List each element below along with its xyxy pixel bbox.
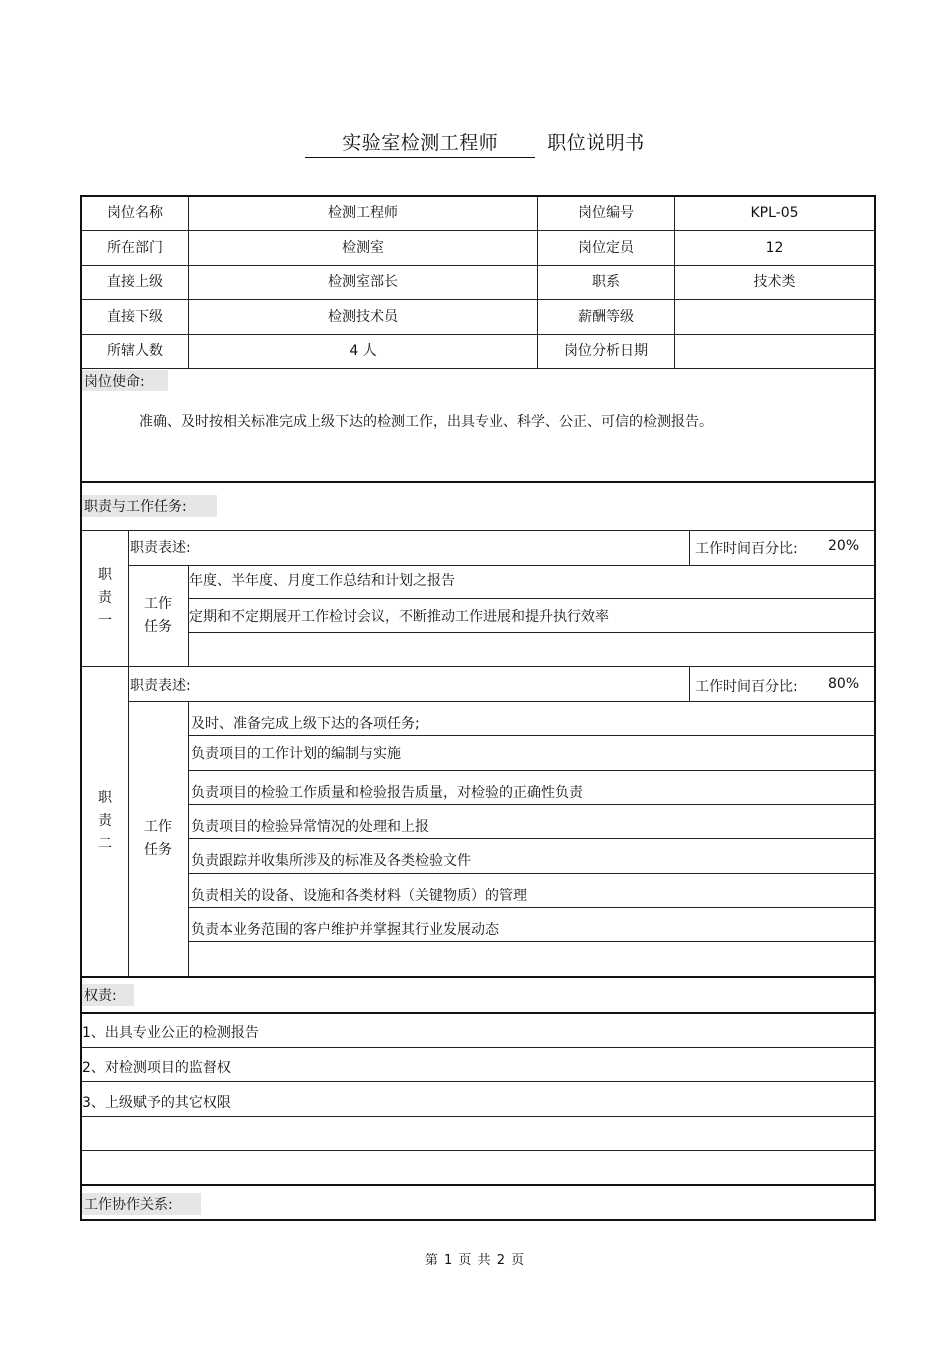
duty1-name-char: 责 bbox=[98, 589, 112, 606]
divider bbox=[128, 701, 874, 702]
duty1-task-label-line: 任务 bbox=[144, 618, 172, 635]
divider bbox=[188, 804, 874, 805]
duty1-task-item: 年度、半年度、月度工作总结和计划之报告 bbox=[189, 573, 455, 589]
divider bbox=[188, 598, 874, 599]
duty1-desc-label: 职责表述: bbox=[130, 540, 191, 556]
duties-label: 职责与工作任务: bbox=[82, 495, 217, 517]
duty2-task-item: 负责项目的工作计划的编制与实施 bbox=[191, 746, 401, 762]
info-label-job-family: 职系 bbox=[538, 266, 675, 300]
info-label-analysis-date: 岗位分析日期 bbox=[538, 335, 675, 369]
info-label-direct-subordinate: 直接下级 bbox=[82, 300, 189, 335]
duty2-task-item: 负责项目的检验工作质量和检验报告质量，对检验的正确性负责 bbox=[191, 785, 583, 801]
duty2-desc-label: 职责表述: bbox=[130, 678, 191, 694]
duty2-name-char: 职 bbox=[98, 789, 112, 806]
duty1-task-label bbox=[128, 565, 188, 666]
divider bbox=[689, 666, 690, 701]
duty1-task-label-line: 工作 bbox=[144, 595, 172, 612]
mission-label: 岗位使命: bbox=[82, 370, 168, 391]
info-value-position-name: 检测工程师 bbox=[189, 197, 538, 231]
job-description-table bbox=[80, 195, 876, 1221]
divider bbox=[188, 873, 874, 874]
duty1-name bbox=[82, 530, 128, 666]
authority-item: 2、对检测项目的监督权 bbox=[82, 1060, 231, 1076]
divider bbox=[82, 1150, 874, 1151]
info-label-department: 所在部门 bbox=[82, 231, 189, 266]
divider bbox=[128, 565, 874, 566]
divider bbox=[188, 941, 874, 942]
divider bbox=[82, 1012, 874, 1014]
duty2-pct-label: 工作时间百分比: bbox=[695, 679, 798, 695]
info-value-department: 检测室 bbox=[189, 231, 538, 266]
duty2-pct-value: 80% bbox=[828, 676, 860, 692]
divider bbox=[188, 838, 874, 839]
duty1-name-char: 一 bbox=[98, 612, 112, 629]
duty1-pct-value: 20% bbox=[828, 538, 860, 554]
duty1-name-char: 职 bbox=[98, 566, 112, 583]
info-value-staff-count: 4 人 bbox=[189, 335, 538, 369]
duty2-task-item: 及时、准备完成上级下达的各项任务; bbox=[191, 716, 420, 732]
info-value-position-code: KPL-05 bbox=[675, 197, 874, 231]
info-value-headcount: 12 bbox=[675, 231, 874, 266]
mission-text: 准确、及时按相关标准完成上级下达的检测工作，出具专业、科学、公正、可信的检测报告。 bbox=[139, 414, 713, 430]
authority-item: 1、出具专业公正的检测报告 bbox=[82, 1025, 259, 1041]
divider bbox=[82, 976, 874, 978]
divider bbox=[82, 666, 874, 667]
info-label-position-name: 岗位名称 bbox=[82, 197, 189, 231]
divider bbox=[188, 735, 874, 736]
info-value-analysis-date bbox=[675, 335, 874, 369]
cooperation-label: 工作协作关系: bbox=[82, 1193, 201, 1215]
divider bbox=[82, 481, 874, 483]
divider bbox=[689, 530, 690, 565]
duty1-pct-label: 工作时间百分比: bbox=[695, 541, 798, 557]
duty2-task-item: 负责本业务范围的客户维护并掌握其行业发展动态 bbox=[191, 922, 499, 938]
duty2-task-label-line: 任务 bbox=[144, 841, 172, 858]
duty2-name-char: 责 bbox=[98, 812, 112, 829]
divider bbox=[82, 1116, 874, 1117]
page-footer: 第 1 页 共 2 页 bbox=[424, 1253, 526, 1268]
document-title bbox=[0, 128, 950, 158]
authority-item: 3、上级赋予的其它权限 bbox=[82, 1095, 231, 1111]
duty2-task-item: 负责相关的设备、设施和各类材料（关键物质）的管理 bbox=[191, 888, 527, 904]
authority-label: 权责: bbox=[82, 984, 134, 1006]
divider bbox=[82, 530, 874, 531]
duty2-name-char: 二 bbox=[98, 835, 112, 852]
divider bbox=[188, 770, 874, 771]
title-job-name: 实验室检测工程师 bbox=[305, 128, 535, 158]
info-value-direct-superior: 检测室部长 bbox=[189, 266, 538, 300]
info-label-staff-count: 所辖人数 bbox=[82, 335, 189, 369]
title-suffix: 职位说明书 bbox=[547, 132, 645, 154]
duty2-name bbox=[82, 666, 128, 976]
divider bbox=[188, 907, 874, 908]
divider bbox=[82, 1081, 874, 1082]
duty2-task-label bbox=[128, 701, 188, 976]
duty2-task-item: 负责跟踪并收集所涉及的标准及各类检验文件 bbox=[191, 853, 471, 869]
info-label-position-code: 岗位编号 bbox=[538, 197, 675, 231]
duty2-task-label-line: 工作 bbox=[144, 818, 172, 835]
duty1-task-item: 定期和不定期展开工作检讨会议，不断推动工作进展和提升执行效率 bbox=[189, 609, 609, 625]
divider bbox=[188, 632, 874, 633]
info-value-direct-subordinate: 检测技术员 bbox=[189, 300, 538, 335]
info-label-direct-superior: 直接上级 bbox=[82, 266, 189, 300]
duty2-task-item: 负责项目的检验异常情况的处理和上报 bbox=[191, 819, 429, 835]
divider bbox=[82, 1184, 874, 1186]
divider bbox=[82, 1047, 874, 1048]
info-value-salary-grade bbox=[675, 300, 874, 335]
info-label-headcount: 岗位定员 bbox=[538, 231, 675, 266]
info-label-salary-grade: 薪酬等级 bbox=[538, 300, 675, 335]
info-value-job-family: 技术类 bbox=[675, 266, 874, 300]
